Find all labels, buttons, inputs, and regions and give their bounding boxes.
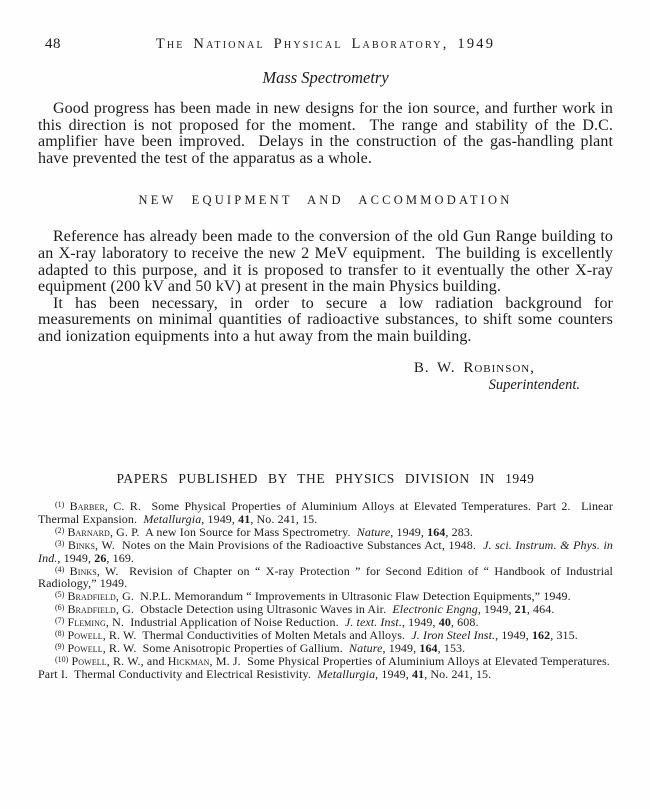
- section-heading-mass-spectrometry: Mass Spectrometry: [262, 68, 389, 87]
- paragraph: Reference has already been made to the conversion of the old Gun Range building to an X-ray laboratory to receive the new 2 MeV equipment. The building is excellently adapted to this purpose, and it is proposed to transfer to it eventually the other X-ray equipment (200 kV and 50 kV) at present in the main Physics building.: [38, 228, 613, 296]
- reference-entry: $^{(9)}$ Powell, R. W. Some Anisotropic Properties of Gallium. Nature, 1949, 164, 153.: [55, 640, 466, 655]
- new-equipment-body: [38, 229, 613, 345]
- section-heading-papers-published: PAPERS PUBLISHED BY THE PHYSICS DIVISION IN 1949: [116, 471, 535, 486]
- running-title: The National Physical Laboratory, 1949: [155, 36, 496, 52]
- reference-entry: $^{(7)}$ Fleming, N. Industrial Application of Noise Reduction. J. text. Inst., 1949, 40, 608.: [55, 615, 479, 630]
- reference-entry: $^{(1)}$ Barber, C. R. Some Physical Properties of Aluminium Alloys at Elevated Temperatures. Part 2. Linear Thermal Expansion. Metallurgia, 1949, 41, No. 241, 15.: [38, 499, 613, 526]
- signature-role: Superintendent.: [488, 376, 580, 393]
- reference-entry: $^{(3)}$ Binks, W. Notes on the Main Provisions of the Radioactive Substances Act, 1948. J. sci. Instrum. & Phys. in Ind., 1949, 26, 169.: [38, 537, 613, 565]
- signature-name: B. W. Robinson,: [413, 359, 535, 376]
- signature-block: [38, 360, 613, 394]
- section-heading-new-equipment: NEW EQUIPMENT AND ACCOMMODATION: [138, 193, 513, 208]
- paragraph: Good progress has been made in new designs for the ion source, and further work in this direction is not proposed for the moment. The range and stability of the D.C. amplifier have been improved. Delays in the construction of the gas-handling plant have prevented the test of the apparatus as a whole.: [38, 100, 613, 167]
- reference-list: [38, 500, 613, 681]
- mass-spectrometry-body: [38, 101, 613, 167]
- running-head: [38, 36, 613, 54]
- reference-entry: $^{(5)}$ Bradfield, G. N.P.L. Memorandum “ Improvements in Ultrasonic Flaw Detection Equipments,” 1949.: [55, 589, 571, 604]
- reference-entry: $^{(10)}$ Powell, R. W., and Hickman, M. J. Some Physical Properties of Aluminium Alloys at Elevated Temperatures. Part I. Thermal Conductivity and Electrical Resistivity. Metallurgia, 1949, 41, No. 241, 15.: [38, 653, 614, 681]
- reference-entry: $^{(6)}$ Bradfield, G. Obstacle Detection using Ultrasonic Waves in Air. Electronic Engng, 1949, 21, 464.: [55, 602, 555, 617]
- papers-section: [38, 471, 613, 681]
- reference-entry: $^{(8)}$ Powell, R. W. Thermal Conductivities of Molten Metals and Alloys. J. Iron Steel Inst., 1949, 162, 315.: [55, 628, 578, 643]
- reference-entry: $^{(4)}$ Binks, W. Revision of Chapter on “ X-ray Protection ” for Second Edition of “ Handbook of Industrial Radiology,” 1949.: [38, 563, 613, 591]
- page-number: 48: [45, 36, 61, 52]
- paragraph: It has been necessary, in order to secure a low radiation background for measurements on minimal quantities of radioactive substances, to shift some counters and ionization equipments into a hut away from the main building.: [38, 294, 613, 345]
- reference-entry: $^{(2)}$ Barnard, G. P. A new Ion Source for Mass Spectrometry. Nature, 1949, 164, 283.: [55, 524, 474, 539]
